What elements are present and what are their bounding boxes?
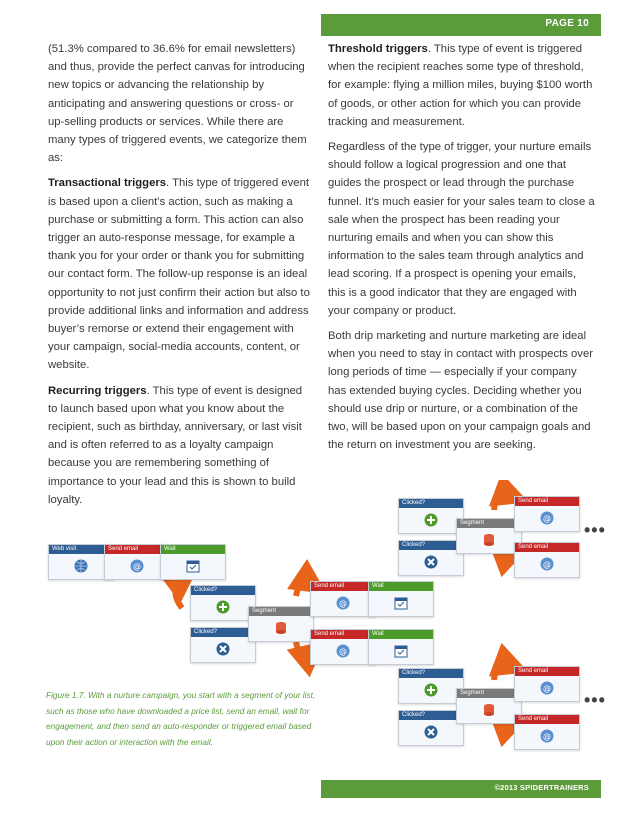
node-wait-1 [160,544,226,580]
transactional-body: . This type of triggered event is based upon a client’s action, such as making a purchase or submitting a form. This action can also trigger an auto-response message, for example a thank you for your order or thank you for submitting our contact form. The follow-up response is an ideal opportunity to not just confirm their action but also to provide additional links and information and address buyer’s remorse or extend their engagement with your campaign, social-media accounts, content, or website. [48,177,310,372]
threshold-body: . This type of event is triggered when the recipient reaches some type of threshold, for example: flying a million miles, buying $100 worth of goods, or other action for which you can provide tracking and measurement. [328,43,593,128]
recurring-heading: Recurring triggers [48,384,147,397]
email-icon [539,680,555,696]
node-label: Clicked? [399,711,463,720]
calendar-icon [393,595,409,611]
email-icon [129,558,145,574]
node-clicked-no-1 [190,627,256,663]
svg-text:@: @ [543,560,551,569]
curved-arrow-4 [494,495,512,510]
node-label: Send email [515,715,579,724]
svg-text:@: @ [543,684,551,693]
svg-text:@: @ [133,562,141,571]
node-label: Wait [161,545,225,554]
check-plus-icon [423,512,439,528]
transactional-heading: Transactional triggers [48,177,167,190]
email-icon [539,728,555,744]
node-label: Send email [515,543,579,552]
intro-paragraph: (51.3% compared to 36.6% for email newsletters) and thus, provide the perfect canvas for introducing new topics or advancing the relationship by anticipating and answering questions or cross- or up-selling products or services. While there are many types of triggered events, we categorize them as: [48,43,307,165]
node-send-email-3 [310,629,376,665]
database-icon [481,532,497,548]
node-label: Clicked? [399,541,463,550]
more-dots-top: ••• [584,520,606,540]
calendar-icon [185,558,201,574]
svg-text:@: @ [339,647,347,656]
email-icon [335,595,351,611]
node-segment-3 [456,688,522,724]
node-send-email-7 [514,714,580,750]
node-label: Send email [311,582,375,591]
node-clicked-no-3 [398,710,464,746]
node-clicked-no-2 [398,540,464,576]
node-label: Web visit [49,545,113,554]
threshold-paragraph [328,40,596,131]
node-segment-1 [248,606,314,642]
node-send-email-2 [310,581,376,617]
x-mark-icon [423,554,439,570]
left-column [48,40,310,516]
node-label: Wait [369,630,433,639]
email-icon [335,643,351,659]
page-number: PAGE 10 [545,18,589,29]
page-footer-bar [321,780,601,798]
x-mark-icon [215,641,231,657]
recurring-body: . This type of event is designed to launch based upon what you know about the recipient, such as birthday, anniversary, or last visit and is often referred to as a loyalty campaign because you are remembering something of importance to your lead and this is shown to build loyalty. [48,384,303,506]
node-label: Segment [457,689,521,698]
email-icon [539,510,555,526]
node-send-email-4 [514,496,580,532]
node-segment-2 [456,518,522,554]
node-label: Send email [515,497,579,506]
node-label: Clicked? [191,586,255,595]
curved-arrow-1 [175,578,184,608]
copyright: ©2013 SPIDERTRAINERS [494,783,589,792]
node-wait-2 [368,581,434,617]
node-clicked-yes-1 [190,585,256,621]
svg-text:@: @ [339,599,347,608]
node-label: Clicked? [399,499,463,508]
globe-icon [73,558,89,574]
node-label: Send email [515,667,579,676]
database-icon [273,620,289,636]
right-column [328,40,596,461]
progression-paragraph: Regardless of the type of trigger, your nurture emails should follow a logical progression and one that guides the prospect or lead through the purchase funnel. It’s much easier for your sales team to close a sale when the prospect has been reading your nurturing emails and when you can show this information to the sales team through analytics and lead scoring. If a prospect is opening your emails, this is a good indicator that they are engaged with your company or product. [328,141,595,317]
more-dots-bottom: ••• [584,690,606,710]
figure-caption: Figure 1.7. With a nurture campaign, you start with a segment of your list, such as those who have downloaded a price list, send an email, wait for engagement, and then send an auto-responder or triggered email based upon their action or interaction with the email. [46,690,316,747]
node-label: Wait [369,582,433,591]
drip-nurture-paragraph: Both drip marketing and nurture marketing are ideal when you need to stay in contact with prospects over long periods of time — especially if your company has extended buying cycles. Deciding whether you should use drip or nurture, or a combination of the two, will be based upon on your campaign goals and the return on investment you are seeking. [328,330,593,452]
node-label: Send email [311,630,375,639]
node-wait-3 [368,629,434,665]
check-plus-icon [423,682,439,698]
page-header-bar [321,14,601,36]
calendar-icon [393,643,409,659]
node-send-email-5 [514,542,580,578]
node-label: Segment [457,519,521,528]
node-label: Clicked? [191,628,255,637]
node-label: Send email [105,545,169,554]
node-clicked-yes-3 [398,668,464,704]
svg-text:@: @ [543,514,551,523]
curved-arrow-6 [494,665,512,680]
x-mark-icon [423,724,439,740]
threshold-heading: Threshold triggers [328,43,428,55]
node-label: Clicked? [399,669,463,678]
node-label: Segment [249,607,313,616]
node-send-email-6 [514,666,580,702]
svg-text:@: @ [543,732,551,741]
node-clicked-yes-2 [398,498,464,534]
check-plus-icon [215,599,231,615]
database-icon [481,702,497,718]
email-icon [539,556,555,572]
transactional-paragraph [48,174,310,374]
